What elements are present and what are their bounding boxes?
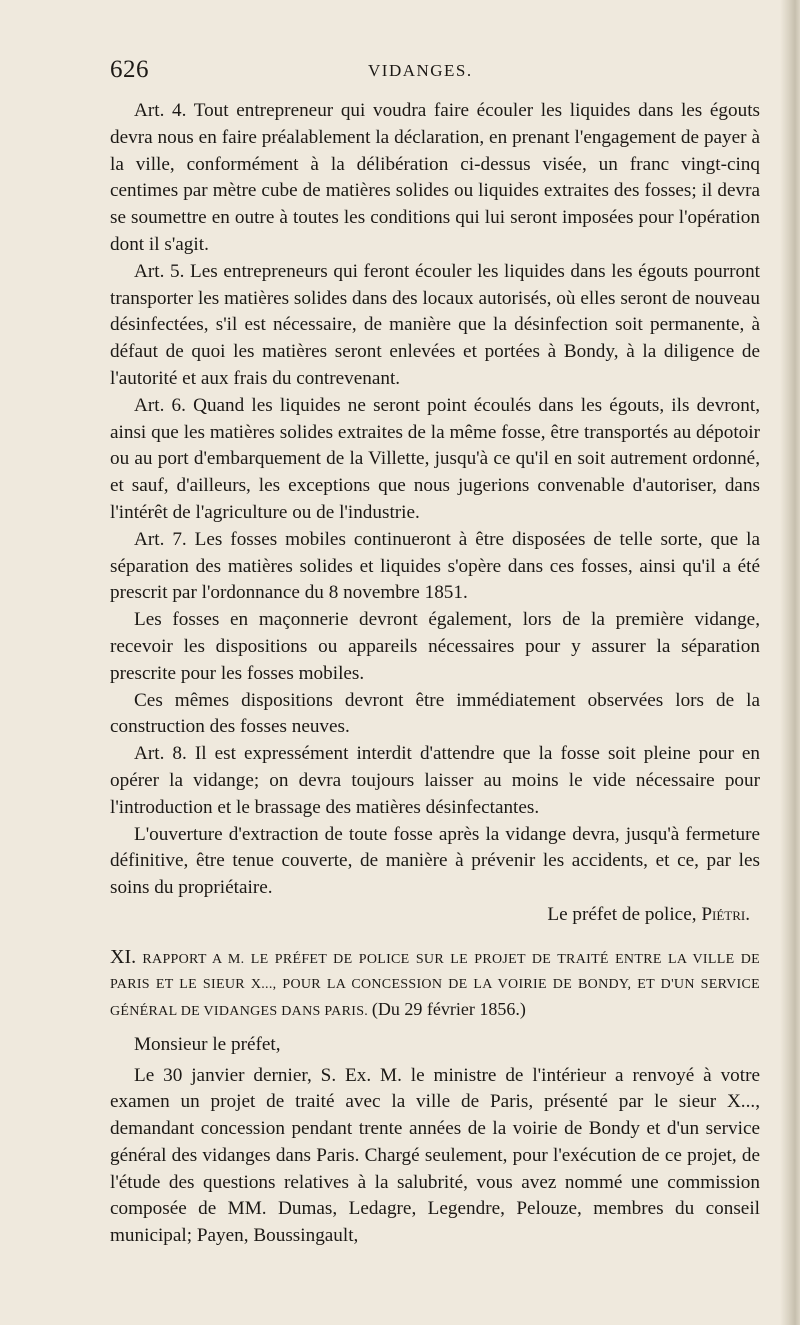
- running-title: VIDANGES.: [368, 61, 473, 80]
- article-7-paragraph: Art. 7. Les fosses mobiles continueront à être disposées de telle sorte, que la séparation des matières solides et liquides s'opère dans ces fosses, ainsi qu'il a été prescrit par l'ordonnance du 8 novembre 1851.: [110, 528, 760, 604]
- new-construction-paragraph: Ces mêmes dispositions devront être immédiatement observées lors de la construction des fosses neuves.: [110, 689, 760, 738]
- masonry-fosses-paragraph: Les fosses en maçonnerie devront également, lors de la première vidange, recevoir les dispositions ou appareils nécessaires pour y assurer la séparation prescrite pour les fosses mobiles.: [110, 609, 760, 684]
- article-4-paragraph: Art. 4. Tout entrepreneur qui voudra faire écouler les liquides dans les égouts devra nous en faire préalablement la déclaration, en prenant l'engagement de payer à la ville, conformément à la délibération ci-dessus visée, un franc vingt-cinq centimes par mètre cube de matières solides ou liquides extraites des fosses; il devra se soumettre en outre à toutes les conditions qui lui seront imposées pour l'opération dont il s'agit.: [110, 100, 760, 255]
- section-number: XI.: [110, 945, 137, 968]
- page-edge-shadow: [780, 0, 800, 1325]
- article-8-paragraph: Art. 8. Il est expressément interdit d'attendre que la fosse soit pleine pour en opérer la vidange; on devra toujours laisser au moins le vide nécessaire pour l'introduction et le brassage des matières désinfectantes.: [110, 743, 760, 818]
- report-paragraph: Le 30 janvier dernier, S. Ex. M. le ministre de l'intérieur a renvoyé à votre examen un projet de traité avec la ville de Paris, présenté par le sieur X..., demandant concession pendant trente années de la voirie de Bondy et d'un service général des vidanges dans Paris. Chargé seulement, pour l'exécution de ce projet, de l'étude des questions relatives à la salubrité, vous avez nommé une commission composée de MM. Dumas, Ledagre, Legendre, Pelouze, membres du conseil municipal; Payen, Boussingault,: [110, 1064, 760, 1247]
- page-number: 626: [110, 56, 149, 83]
- signature-line: [110, 902, 760, 929]
- salutation: Monsieur le préfet,: [134, 1033, 281, 1055]
- section-date: (Du 29 février 1856.): [371, 998, 526, 1019]
- page-body: [110, 98, 760, 1250]
- signature-name: Piétri.: [701, 903, 750, 925]
- article-5-paragraph: Art. 5. Les entrepreneurs qui feront écouler les liquides dans les égouts pourront transporter les matières solides dans des locaux autorisés, où elles seront de nouveau désinfectées, s'il est nécessaire, de manière que la désinfection soit permanente, à défaut de quoi les matières seront enlevées et portées à Bondy, à la diligence de l'autorité et aux frais du contrevenant.: [110, 260, 760, 389]
- extraction-opening-paragraph: L'ouverture d'extraction de toute fosse après la vidange devra, jusqu'à fermeture définitive, être tenue couverte, de manière à prévenir les accidents, et ce, par les soins du propriétaire.: [110, 823, 760, 899]
- page-header: [110, 56, 750, 92]
- section-title: RAPPORT A M. LE PRÉFET DE POLICE SUR LE PROJET DE TRAITÉ ENTRE LA VILLE DE PARIS ET LE SIEUR X..., POUR LA CONCESSION DE LA VOIRIE DE BONDY, ET D'UN SERVICE GÉNÉRAL DE VIDANGES DANS PARIS.: [110, 951, 761, 1019]
- article-6-paragraph: Art. 6. Quand les liquides ne seront point écoulés dans les égouts, ils devront, ainsi que les matières solides extraites de la même fosse, être transportés au dépotoir ou au port d'embarquement de la Villette, jusqu'à ce qu'il en soit autrement ordonné, et sauf, d'ailleurs, les exceptions que nous jugerions convenable d'autoriser, dans l'intérêt de l'agriculture ou de l'industrie.: [110, 394, 760, 523]
- signature-title: Le préfet de police,: [547, 903, 697, 925]
- section-heading: [110, 945, 760, 1024]
